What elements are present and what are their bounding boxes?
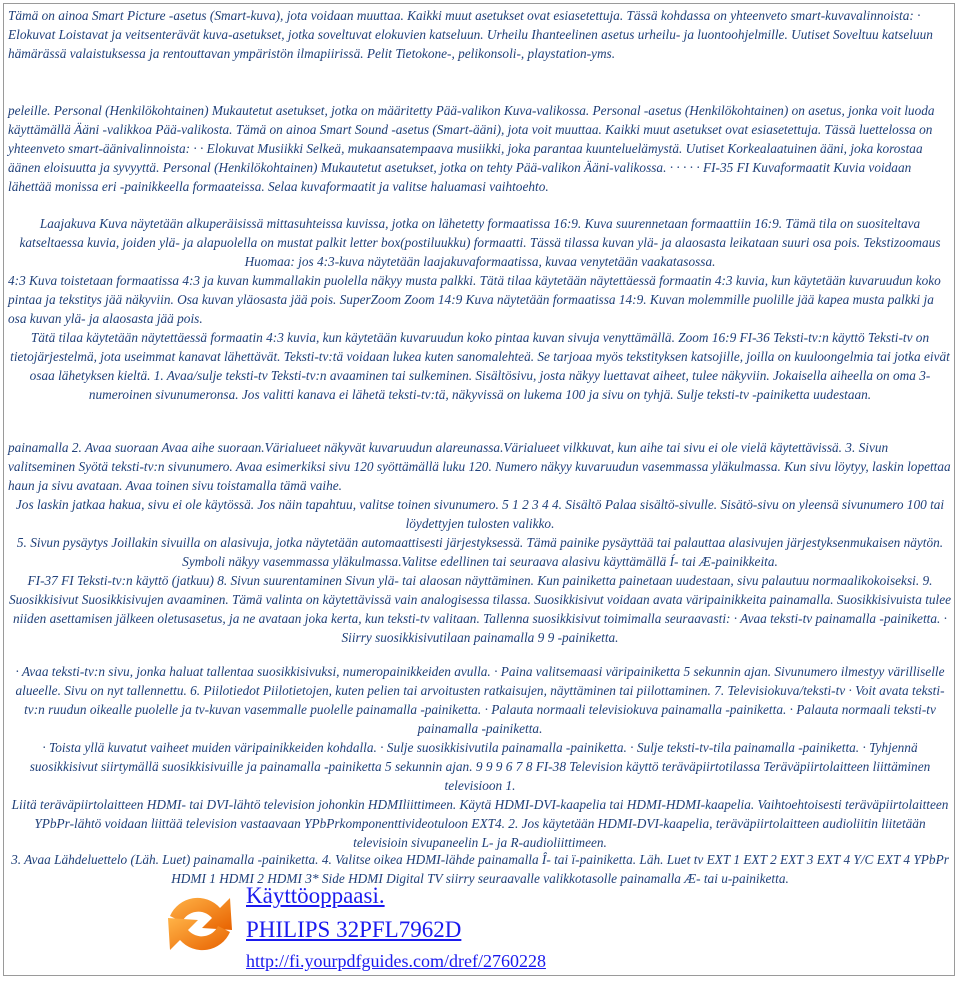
paragraph-hd-connect: Liitä teräväpiirtolaitteen HDMI- tai DVI-lähtö television johonkin HDMIliittimeen. Käytä HDMI-DVI-kaapelia tai HDMI-HDMI-kaapelia. Vaihtoehtoisesti teräväpiirtolaitteen YPbPr-lähtö voidaan liittää television vastaavaan YPbPrkomponenttivideotuloon EXT4. 2. Jos käytetään HDMI-DVI-kaapelia, teräväpiirtolaitteen audioliitin liitetään televisioin sivupaneelin L- ja R-audioliittimeen. — [11, 797, 949, 850]
guide-url-link[interactable]: http://fi.yourpdfguides.com/dref/2760228 — [246, 951, 546, 971]
paragraph-search: Jos laskin jatkaa hakua, sivu ei ole käytössä. Jos näin tapahtuu, valitse toinen sivunumero. 5 1 2 3 4 4. Sisältö Palaa sisältö-sivulle. Sisätö-sivu on yleensä sivunumero 100 tai löydettyjen tulosten valikko. — [15, 497, 945, 531]
arrow-logo-icon — [162, 886, 238, 962]
footer — [154, 882, 954, 974]
paragraph-favourites: FI-37 FI Teksti-tv:n käyttö (jatkuu) 8. Sivun suurentaminen Sivun ylä- tai alaosan näyttäminen. Kun painiketta painetaan uudestaan, sivu palautuu normaalikokoiseksi. 9. Suosikkisivut Suosikkisivujen avaaminen. Tämä valinta on käytettävissä vain analogisessa tilassa. Suosikkisivut voidaan avata väripainikkeita painamalla. Suosikkisivuista tulee niiden asettamisen jälkeen oletusasetus, ja ne avataan joka kerta, kun teksti-tv valitaan. Tallenna suosikkisivut toimimalla seuraavasti: · Avaa teksti-tv painamalla -painiketta. · Siirry suosikkisivutilaan painamalla 9 9 -painiketta. — [8, 573, 952, 645]
paragraph-widescreen: Laajakuva Kuva näytetään alkuperäisissä mittasuhteissa kuvissa, jotka on lähetetty formaatissa 16:9. Kuva suurennetaan formaattiin 16:9. Tämä tila on suositeltava katseltaessa kuvia, joiden ylä- ja alapuolella on mustat palkit letter box(postiluukku) formaatti. Tässä tilassa kuvan ylä- ja alaosasta leikataan suuri osa pois. Tekstizoomaus Huomaa: jos 4:3-kuva näytetään laajakuvaformaatissa, kuvaa venytetään vaakatasossa. — [19, 216, 941, 269]
user-guide-link[interactable]: Käyttöoppaasi. — [246, 883, 385, 908]
product-model-link[interactable]: PHILIPS 32PFL7962D — [246, 917, 462, 942]
paragraph-open-direct: painamalla 2. Avaa suoraan Avaa aihe suoraan.Värialueet näkyvät kuvaruudun alareunassa.Värialueet vilkkuvat, kun aihe tai sivu ei ole vielä käytettävissä. 3. Sivun valitseminen Syötä teksti-tv:n sivunumero. Avaa esimerkiksi sivu 120 syöttämällä luku 120. Numero näkyy kuvaruudun vasemmassa yläkulmassa. Kun sivu löytyy, laskin lopettaa haun ja sivu avataan. Avaa toinen sivu toistamalla tämä vaihe. — [8, 440, 951, 493]
paragraph-smart-picture: Tämä on ainoa Smart Picture -asetus (Smart-kuva), jota voidaan muuttaa. Kaikki muut asetukset ovat esiasetettuja. Tässä kohdassa on yhteenveto smart-kuvavalinnoista: · Elokuvat Loistavat ja veitsenterävät kuva-asetukset, jotka soveltuvat elokuvien katseluun. Urheilu Ihanteelinen asetus urheilu- ja luontoohjelmille. Uutiset Soveltuu katseluun hämärässä valaistuksessa ja rentouttavan ympäristön ilmapiirissä. Pelit Tietokone-, pelikonsoli-, playstation-yms. — [8, 8, 933, 61]
paragraph-page-hold: 5. Sivun pysäytys Joillakin sivuilla on alasivuja, jotka näytetään automaattisesti järjestyksessä. Tämä painike pysäyttää tai palauttaa alasivujen järjestyksenmukaisen näytön. Symboli näkyy vasemmassa yläkulmassa.Valitse edellinen tai seuraava alasivu käyttämällä Í- tai Æ-painikkeita. — [16, 535, 944, 569]
document-page — [3, 3, 955, 976]
paragraph-hd-mode: · Toista yllä kuvatut vaiheet muiden väripainikkeiden kohdalla. · Sulje suosikkisivutila painamalla -painiketta. · Sulje teksti-tv-tila painamalla -painiketta. · Tyhjennä suosikkisivut siirtymällä suosikkisivuille ja painamalla -painiketta 5 sekunnin ajan. 9 9 9 6 7 8 FI-38 Television käyttö teräväpiirtotilassa Teräväpiirtolaitteen liittäminen televisioon 1. — [29, 740, 931, 793]
paragraph-format-4-3: 4:3 Kuva toistetaan formaatissa 4:3 ja kuvan kummallakin puolella näkyy musta palkki. Tätä tilaa käytetään näytettäessä formaatin 4:3 kuvia, kun käytetään kuvaruudun koko pintaa ja tekstitys jää näkyviin. Osa kuvan yläosasta jää pois. SuperZoom Zoom 14:9 Kuva näytetään formaatissa 14:9. Kuvan molemmille puolille jää kapea musta palkki ja osa kuvan ylä- ja alaosasta jää pois. — [8, 273, 941, 326]
paragraph-teletext: Tätä tilaa käytetään näytettäessä formaatin 4:3 kuvia, kun käytetään kuvaruudun koko pintaa kuvan sivuja venyttämällä. Zoom 16:9 FI-36 Teksti-tv:n käyttö Teksti-tv on tietojärjestelmä, jota useimmat kanavat lähettävät. Teksti-tv:tä voidaan lukea kuten sanomalehteä. Se tarjoaa myös tekstityksen katsojille, joilla on kuuloongelmia tai jotka eivät osaa lähetyksen kieltä. 1. Avaa/sulje teksti-tv Teksti-tv:n avaaminen tai sulkeminen. Sisältösivu, josta näkyy luettavat aiheet, tulee näkyviin. Jokaisella aiheella on oma 3-numeroinen sivunumeronsa. Jos valitti kanava ei lähetä teksti-tv:tä, näkyvissä on lukema 100 ja sivu on tyhjä. Sulje teksti-tv -painiketta uudestaan. — [10, 330, 950, 402]
paragraph-source-list: 3. Avaa Lähdeluettelo (Läh. Luet) painamalla -painiketta. 4. Valitse oikea HDMI-lähde painamalla Î- tai ï-painiketta. Läh. Luet tv EXT 1 EXT 2 EXT 3 EXT 4 Y/C EXT 4 YPbPr HDMI 1 HDMI 2 HDMI 3* Side HDMI Digital TV siirry seuraavalle valikkotasolle painamalla Æ- tai u-painiketta. — [11, 852, 949, 886]
paragraph-smart-sound: peleille. Personal (Henkilökohtainen) Mukautetut asetukset, jotka on määritetty Pää-valikon Kuva-valikossa. Personal -asetus (Henkilökohtainen) on asetus, jonka voit luoda käyttämällä Ääni -valikkoa Pää-valikosta. Tämä on ainoa Smart Sound -asetus (Smart-ääni), jota voit muuttaa. Kaikki muut asetukset ovat esiasetettuja. Tässä luettelossa on yhteenveto smart-äänivalinnoista: · · Elokuvat Musiikki Selkeä, mukaansatempaava musiikki, joka parantaa kuunteluelämystä. Uutiset Korkealaatuinen ääni, joka korostaa äänen eloisuutta ja syvyyttä. Personal (Henkilökohtainen) Mukautetut asetukset, jotka on tehty Pää-valikon Ääni-valikossa. · · · · · FI-35 FI Kuvaformaatit Kuvia voidaan lähettää monissa eri -painikkeella formaateissa. Selaa kuvaformaatit ja valitse haluamasi vaihtoehto. — [8, 103, 935, 194]
paragraph-save-page: · Avaa teksti-tv:n sivu, jonka haluat tallentaa suosikkisivuksi, numeropainikkeiden avulla. · Paina valitsemaasi väripainiketta 5 sekunnin ajan. Sivunumero ilmestyy värilliselle alueelle. Sivu on nyt tallennettu. 6. Piilotiedot Piilotietojen, kuten pelien tai arvoitusten ratkaisujen, näyttäminen tai piilottaminen. 7. Televisiokuva/teksti-tv · Voit avata teksti-tv:n ruudun oikealle puolelle ja tv-kuvan vasemmalle puolelle painamalla -painiketta. · Palauta normaali televisiokuva painamalla -painiketta. · Palauta normaali teksti-tv painamalla -painiketta. — [15, 664, 945, 736]
